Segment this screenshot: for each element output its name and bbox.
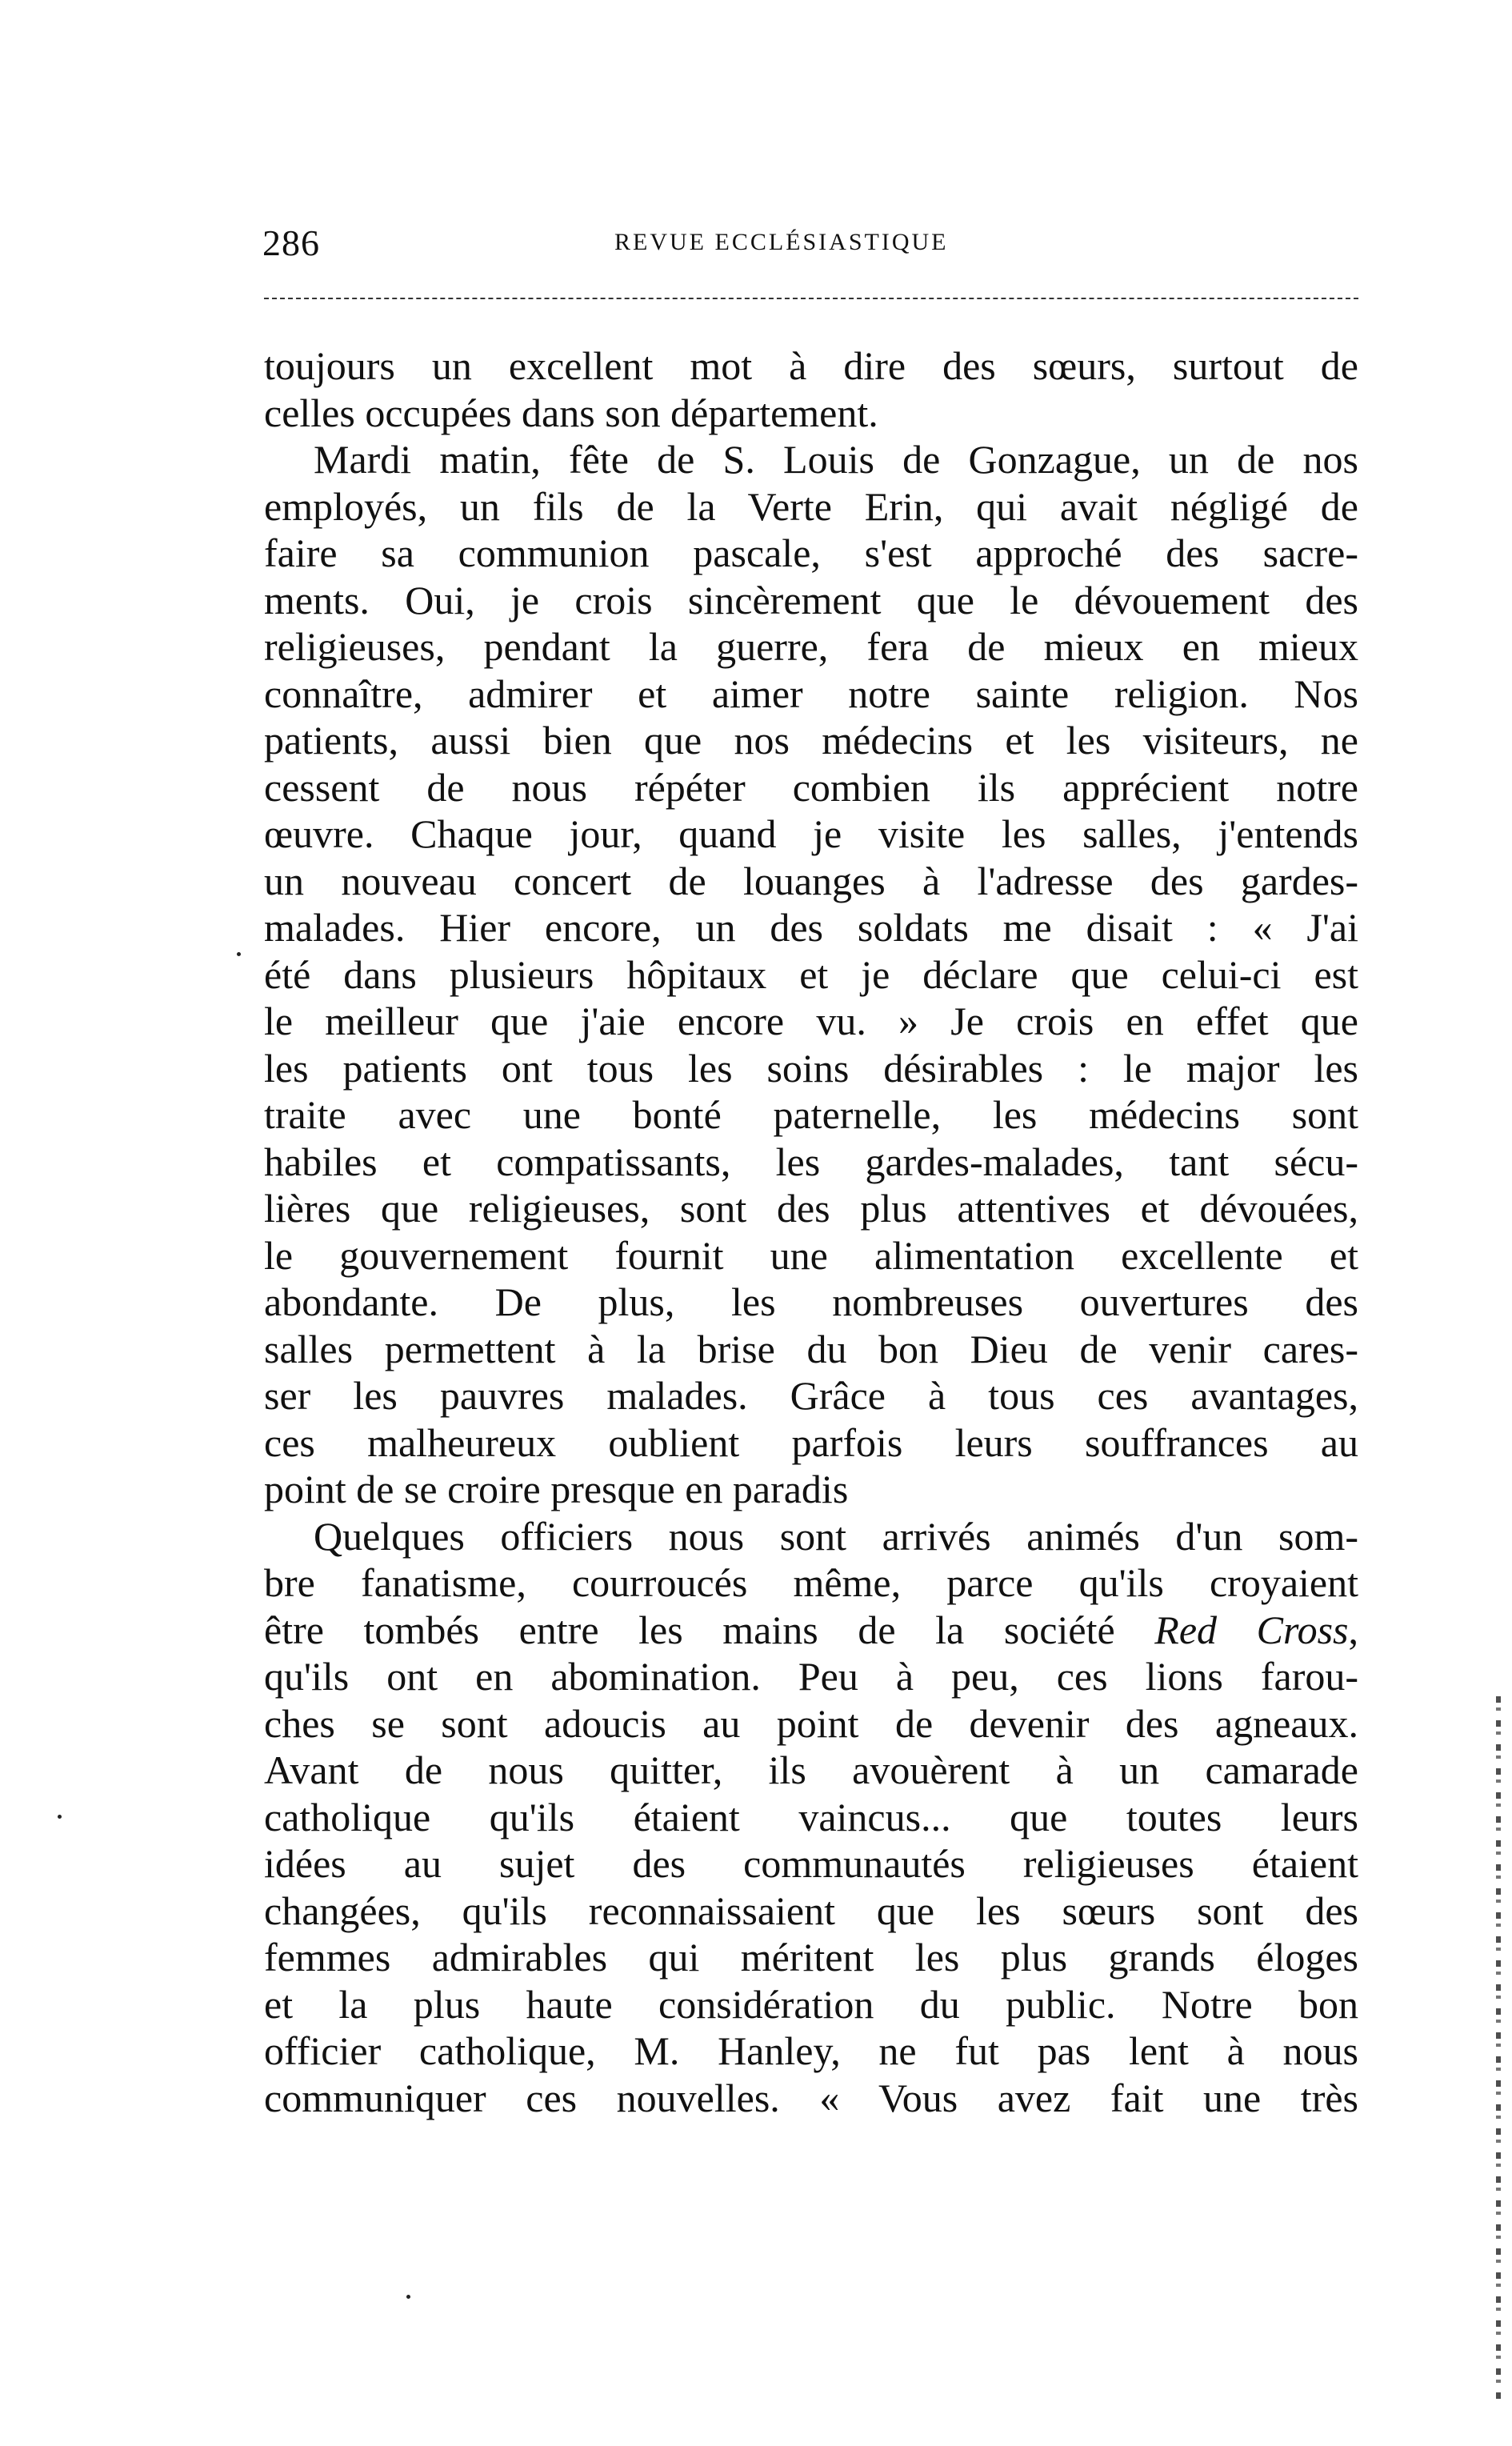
text-line: Quelques officiers nous sont arrivés animés d'un som- [314, 1513, 1358, 1559]
text-line: point de se croire presque en paradis [264, 1467, 849, 1511]
text-line: abondante. De plus, les nombreuses ouvertures des [264, 1279, 1358, 1324]
italic-term: Red Cross [1154, 1607, 1349, 1652]
text-line: les patients ont tous les soins désirables : le major les [264, 1045, 1358, 1091]
text-line: employés, un fils de la Verte Erin, qui avait négligé de [264, 483, 1358, 529]
text-line: salles permettent à la brise du bon Dieu de venir cares- [264, 1326, 1358, 1371]
text-line: ser les pauvres malades. Grâce à tous ces avantages, [264, 1373, 1358, 1418]
text-line: œuvre. Chaque jour, quand je visite les salles, j'entends [264, 811, 1358, 856]
header-rule [264, 298, 1358, 299]
text-line: qu'ils ont en abomination. Peu à peu, ces lions farou- [264, 1654, 1358, 1699]
page-edge-marks [1496, 1696, 1501, 2400]
text-line: toujours un excellent mot à dire des sœurs, surtout de [264, 343, 1358, 388]
margin-speck [406, 2295, 410, 2299]
text-line: habiles et compatissants, les gardes-malades, tant sécu- [264, 1139, 1358, 1184]
text-line: ches se sont adoucis au point de devenir des agneaux. [264, 1700, 1358, 1746]
text-line: un nouveau concert de louanges à l'adresse des gardes- [264, 858, 1358, 903]
text-line: bre fanatisme, courroucés même, parce qu'ils croyaient [264, 1560, 1358, 1605]
text-line: officier catholique, M. Hanley, ne fut pas lent à nous [264, 2028, 1358, 2073]
text-line: Avant de nous quitter, ils avouèrent à un camarade [264, 1747, 1358, 1792]
text-line: le meilleur que j'aie encore vu. » Je crois en effet que [264, 999, 1358, 1043]
text-line: patients, aussi bien que nos médecins et les visiteurs, ne [264, 718, 1358, 763]
text-line: communiquer ces nouvelles. « Vous avez fait une très [264, 2075, 1358, 2120]
text-line: celles occupées dans son département. [264, 390, 878, 435]
text-line: ments. Oui, je crois sincèrement que le dévouement des [264, 577, 1358, 623]
text-line: changées, qu'ils reconnaissaient que les sœurs sont des [264, 1888, 1358, 1933]
text-line: être tombés entre les mains de la société Red Cross, [264, 1607, 1358, 1652]
text-line: lières que religieuses, sont des plus attentives et dévouées, [264, 1186, 1358, 1231]
text-line: été dans plusieurs hôpitaux et je déclare que celui-ci est [264, 951, 1358, 997]
page-number: 286 [262, 222, 320, 263]
text-line: cessent de nous répéter combien ils apprécient notre [264, 764, 1358, 810]
text-line: religieuses, pendant la guerre, fera de mieux en mieux [264, 624, 1358, 669]
text-line: Mardi matin, fête de S. Louis de Gonzague, un de nos [314, 437, 1358, 482]
text-line: catholique qu'ils étaient vaincus... que toutes leurs [264, 1794, 1358, 1840]
margin-speck [237, 952, 241, 956]
running-head: REVUE ECCLÉSIASTIQUE [614, 229, 949, 255]
text-line: malades. Hier encore, un des soldats me disait : « J'ai [264, 905, 1358, 950]
text-line: ces malheureux oublient parfois leurs souffrances au [264, 1419, 1358, 1465]
text-line: idées au sujet des communautés religieuses étaient [264, 1841, 1358, 1886]
text-line: faire sa communion pascale, s'est approché des sacre- [264, 530, 1358, 575]
text-line: traite avec une bonté paternelle, les médecins sont [264, 1092, 1358, 1137]
text-line: le gouvernement fournit une alimentation excellente et [264, 1232, 1358, 1278]
text-line: et la plus haute considération du public. Notre bon [264, 1981, 1358, 2027]
body-text [264, 342, 1358, 2121]
text-line: femmes admirables qui méritent les plus grands éloges [264, 1935, 1358, 1980]
text-line: connaître, admirer et aimer notre sainte religion. Nos [264, 671, 1358, 716]
margin-speck [58, 1815, 62, 1819]
